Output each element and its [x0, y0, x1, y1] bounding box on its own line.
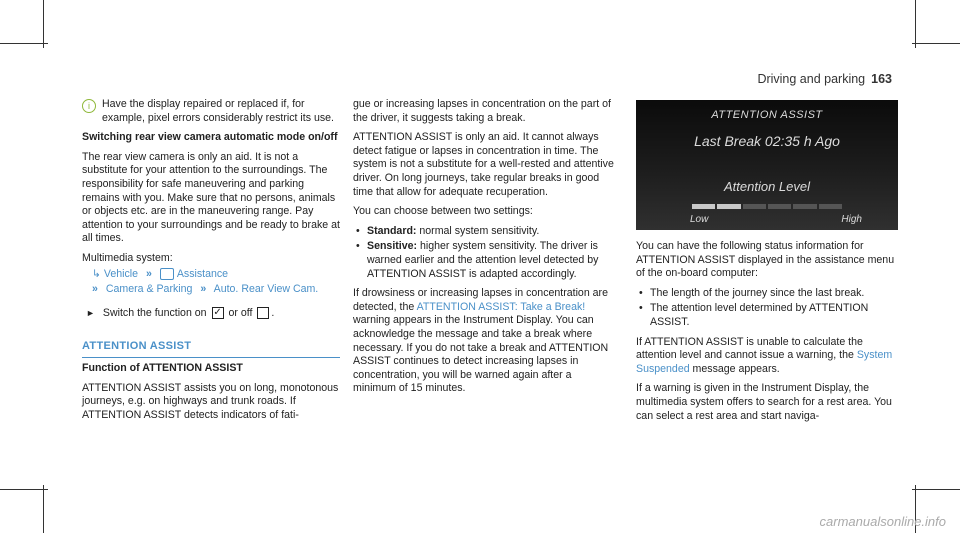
checkbox-checked-icon: ✓	[213, 306, 222, 318]
text: warning appears in the Instrument Display. You can acknowledge the message and take a break where necessary. If you do not take a break and ATTENTION ASSIST continues to detect increasing lapses in concentration, you will be warned again after a minimum of 15 minutes.	[353, 314, 609, 395]
system-label: Multimedia system:	[82, 251, 173, 264]
bullet-label: Standard:	[367, 224, 417, 237]
heading-rear-camera: Switching rear view camera automatic mode on/off	[82, 131, 338, 144]
system-suspended-message: System Suspended	[636, 349, 893, 375]
paragraph: You can have the following status information for ATTENTION ASSIST displayed in the assistance menu of the on-board computer:	[636, 240, 895, 280]
paragraph: gue or increasing lapses in concentration on the part of the driver, it suggests taking a break.	[353, 98, 611, 124]
double-chevron-icon: »	[145, 267, 152, 280]
menu-vehicle[interactable]: Vehicle	[103, 267, 139, 280]
crop-mark	[0, 489, 48, 490]
crop-mark	[0, 43, 48, 44]
list-item: • The attention level determined by ATTENTION ASSIST.	[636, 302, 898, 329]
text: message appears.	[689, 362, 780, 375]
crop-mark	[915, 0, 916, 48]
column-2	[353, 98, 615, 402]
watermark: carmanualsonline.info	[819, 514, 946, 529]
level-segment	[717, 204, 740, 209]
attention-level-label: Attention Level	[723, 179, 810, 194]
level-segment	[743, 204, 766, 209]
crop-mark	[912, 489, 960, 490]
paragraph: The rear view camera is only an aid. It is not a substitute for your attention to the surroundings. The responsibility for safe maneuvering and parking remains with you. Make sure that no persons, animals or objects etc. are in the maneuvering range. Pay attention to your surroundings and be ready to brake at all times.	[82, 150, 340, 245]
paragraph	[636, 336, 898, 377]
low-label: Low	[690, 214, 709, 225]
last-break: Last Break 02:35 h Ago	[694, 133, 840, 149]
info-note	[82, 98, 340, 125]
attention-assist-display	[636, 100, 898, 230]
page-header	[757, 72, 892, 86]
paragraph: If a warning is given in the Instrument Display, the multimedia system offers to search for a rest area. You can select a rest area and start naviga-	[636, 382, 892, 422]
paragraph: ATTENTION ASSIST assists you on long, monotonous journeys, e.g. on highways and trunk roads. If ATTENTION ASSIST detects indicators of fati-	[82, 381, 339, 421]
note-text: Have the display repaired or replaced if, for example, pixel errors considerably restrict its use.	[102, 98, 334, 124]
menu-path-2	[92, 283, 340, 297]
step-arrow-icon: ►	[86, 307, 95, 318]
menu-path	[92, 268, 340, 282]
instruction-step: ► Switch the function on ✓ or off .	[86, 306, 275, 319]
step-or: or off	[228, 306, 253, 319]
section-name: Driving and parking	[757, 72, 866, 86]
bullet-text: higher system sensitivity. The driver is warned earlier and the attention level detected by ATTENTION ASSIST is adapted accordingly.	[367, 240, 599, 280]
crop-mark	[912, 43, 960, 44]
list-item	[353, 225, 615, 239]
level-segment	[793, 204, 816, 209]
high-label: High	[841, 214, 862, 225]
list-item: • The length of the journey since the last break.	[636, 287, 898, 301]
step-text: Switch the function on	[102, 306, 207, 319]
column-1	[82, 98, 340, 428]
crop-mark	[43, 485, 44, 533]
column-3	[636, 240, 898, 429]
menu-camera-parking[interactable]: Camera & Parking	[105, 283, 193, 296]
text: If ATTENTION ASSIST is unable to calculate the attention level and cannot issue a warning, the	[636, 335, 863, 362]
level-segment	[692, 204, 715, 209]
display-title: ATTENTION ASSIST	[711, 109, 823, 121]
crop-mark	[43, 0, 44, 48]
paragraph: You can choose between two settings:	[353, 205, 533, 218]
checkbox-empty-icon	[257, 307, 269, 319]
bullet-text: normal system sensitivity.	[416, 224, 540, 237]
paragraph	[353, 287, 615, 396]
take-break-message: ATTENTION ASSIST: Take a Break!	[416, 300, 586, 313]
bullet-label: Sensitive:	[367, 240, 418, 253]
car-icon	[160, 268, 174, 280]
level-segment	[768, 204, 791, 209]
menu-auto-rear-view[interactable]: Auto. Rear View Cam.	[213, 283, 319, 296]
double-chevron-icon: »	[200, 283, 207, 296]
double-chevron-icon: »	[92, 283, 98, 296]
page-number: 163	[871, 72, 892, 86]
paragraph: ATTENTION ASSIST is only an aid. It cannot always detect fatigue or lapses in concentration in time. The system is not a substitute for a well-rested and attentive driver. On long journeys, take regular breaks in good time that allow for adequate recuperation.	[353, 131, 614, 198]
return-arrow-icon: ↳	[92, 267, 101, 280]
settings-list	[353, 225, 615, 281]
text: If drowsiness or increasing lapses in concentration are detected, the	[353, 287, 608, 313]
menu-assistance[interactable]: Assistance	[176, 267, 229, 280]
sub-title: Function of ATTENTION ASSIST	[82, 361, 243, 374]
attention-level-bar	[692, 204, 842, 209]
level-segment	[819, 204, 842, 209]
section-title: ATTENTION ASSIST	[82, 340, 340, 358]
info-icon: i	[82, 99, 96, 113]
status-list	[636, 287, 898, 330]
list-item	[353, 240, 615, 281]
